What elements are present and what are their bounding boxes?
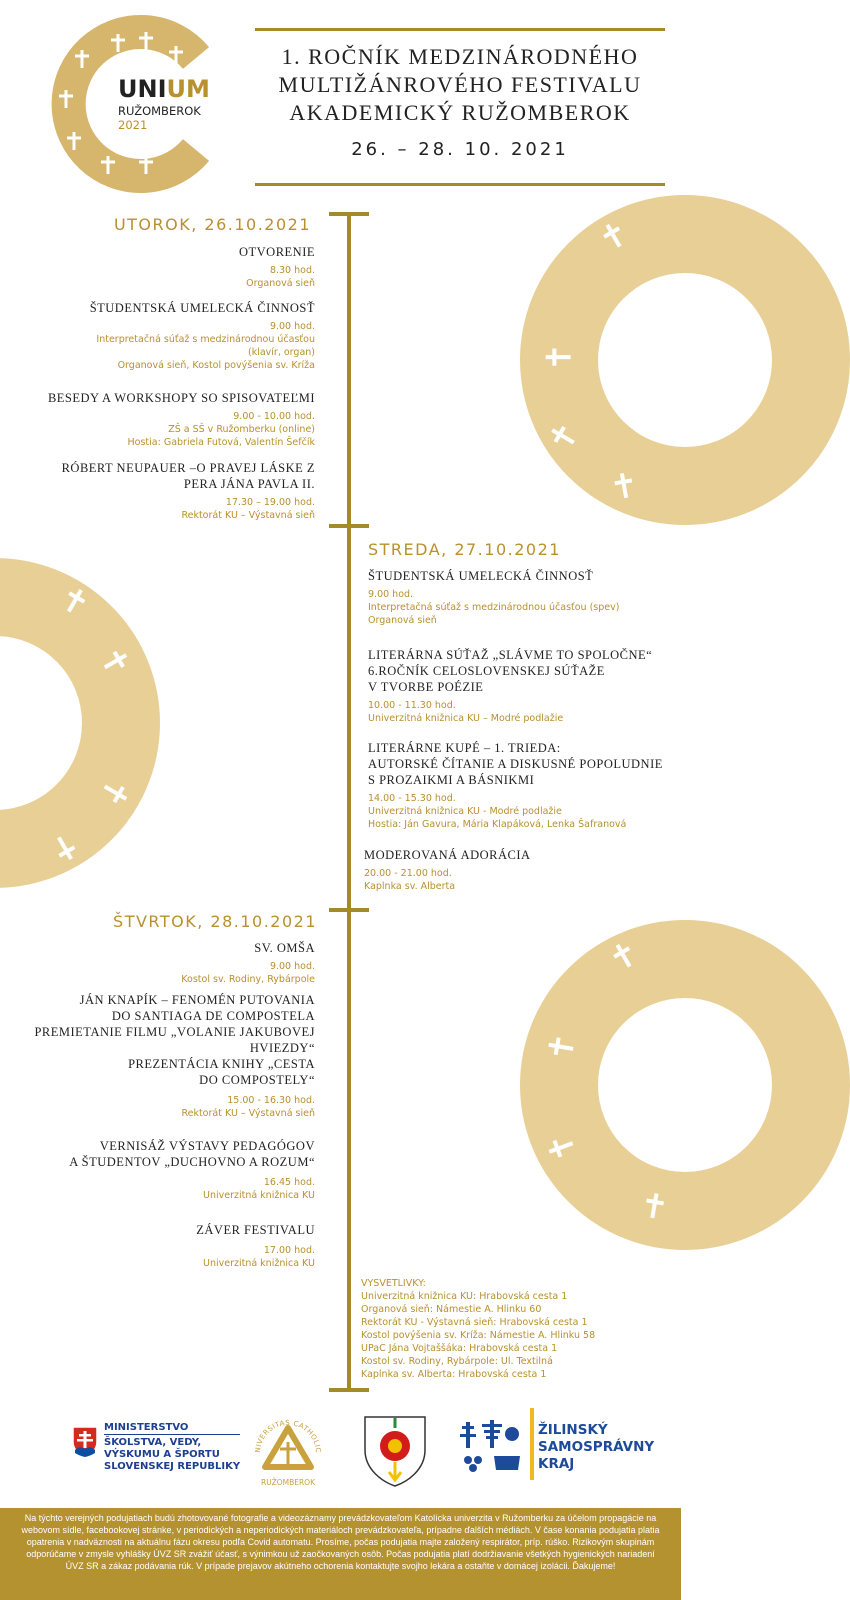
- event-tuesday-1: [15, 244, 315, 290]
- event-title: OTVORENIE: [238, 245, 315, 259]
- event-time: 14.00 - 15.30 hod.: [368, 793, 456, 804]
- event-wednesday-2: [368, 647, 668, 725]
- event-guests: Hostia: Ján Gavura, Mária Klapáková, Lenka Šafranová: [368, 819, 627, 830]
- event-title: BESEDY A WORKSHOPY SO SPISOVATEĽMI: [47, 391, 315, 405]
- event-guests: Hostia: Gabriela Futová, Valentín Šefčík: [127, 437, 315, 448]
- region-line: SAMOSPRÁVNY: [538, 1439, 655, 1455]
- timeline-tick: [329, 1388, 369, 1392]
- event-place: Organová sieň: [368, 615, 437, 626]
- event-wednesday-4: [364, 847, 664, 893]
- event-title-line: JÁN KNAPÍK – FENOMÉN PUTOVANIA: [79, 993, 315, 1007]
- event-tuesday-4: [0, 460, 315, 522]
- event-title-line: AUTORSKÉ ČÍTANIE A DISKUSNÉ POPOLUDNIE: [368, 757, 663, 771]
- event-place: ZŠ a SŠ v Ružomberku (online): [168, 424, 315, 435]
- event-place: Organová sieň, Kostol povýšenia sv. Kríža: [117, 360, 315, 371]
- legend-item: Kostol sv. Rodiny, Rybárpole: Ul. Textilná: [361, 1356, 553, 1367]
- event-title-line: S PROZAIKMI A BÁSNIKMI: [368, 773, 535, 787]
- event-title-line: PREMIETANIE FILMU „VOLANIE JAKUBOVEJ: [34, 1025, 315, 1039]
- cross-icon: ✝: [539, 414, 589, 460]
- event-tuesday-3: [0, 390, 315, 449]
- cross-icon: ✝: [606, 464, 642, 510]
- event-thursday-1: [15, 940, 315, 986]
- university-logo: [247, 1412, 329, 1494]
- day-heading-thursday: ŠTVRTOK, 28.10.2021: [113, 912, 317, 931]
- event-title-line: 6.ROČNÍK CELOSLOVENSKEJ SÚŤAŽE: [368, 664, 605, 678]
- region-logo: [460, 1408, 655, 1488]
- event-title: [0, 460, 315, 492]
- legend-item: Rektorát KU - Výstavná sieň: Hrabovská cesta 1: [361, 1317, 588, 1328]
- university-city: RUŽOMBEROK: [261, 1478, 315, 1487]
- cross-icon: ✝: [41, 822, 87, 872]
- legend-item: Univerzitná knižnica KU: Hrabovská cesta 1: [361, 1291, 568, 1302]
- event-time: 17.30 – 19.00 hod.: [225, 497, 315, 508]
- header-title-line: AKADEMICKÝ RUŽOMBEROK: [289, 100, 631, 125]
- event-title-line: A ŠTUDENTOV „DUCHOVNO A ROZUM“: [69, 1155, 315, 1169]
- event-detail: (klavír, organ): [247, 347, 315, 358]
- cross-icon: ✝: [591, 212, 637, 262]
- timeline-tick: [329, 908, 369, 912]
- cross-icon: ✝: [89, 639, 139, 685]
- university-arc-text: NIVERSITAS CATHOLIC: [253, 1418, 323, 1454]
- event-wednesday-3: [368, 740, 668, 831]
- event-time: 9.00 hod.: [368, 589, 414, 600]
- region-line: ŽILINSKÝ: [538, 1422, 608, 1438]
- event-title: ZÁVER FESTIVALU: [196, 1223, 315, 1237]
- event-time: 17.00 hod.: [263, 1245, 315, 1256]
- legend-title: VYSVETLIVKY:: [361, 1278, 426, 1289]
- ministry-line: SLOVENSKEJ REPUBLIKY: [104, 1461, 241, 1472]
- cross-icon: ✝: [601, 932, 647, 982]
- event-title-line: PERA JÁNA PAVLA II.: [183, 477, 315, 491]
- header-title-line: 1. ROČNÍK MEDZINÁRODNÉHO: [281, 44, 639, 69]
- legend-item: Organová sieň: Námestie A. Hlinku 60: [361, 1304, 542, 1315]
- event-thursday-4: [15, 1222, 315, 1270]
- event-place: Rektorát KU – Výstavná sieň: [181, 510, 315, 521]
- event-title-line: RÓBERT NEUPAUER –O PRAVEJ LÁSKE Z: [61, 461, 315, 475]
- day-heading-tuesday: UTOROK, 26.10.2021: [113, 215, 311, 234]
- event-time: 16.45 hod.: [263, 1177, 315, 1188]
- event-thursday-3: [0, 1138, 315, 1202]
- event-time: 8.30 hod.: [269, 265, 315, 276]
- legend: [361, 1277, 595, 1381]
- footer-notice: [0, 1508, 681, 1600]
- event-time: 9.00 - 10.00 hod.: [233, 411, 315, 422]
- event-title: [368, 647, 668, 695]
- event-tuesday-2: [15, 300, 315, 372]
- event-title: [368, 740, 668, 788]
- cross-icon: ✝: [540, 1029, 585, 1065]
- event-time: 20.00 - 21.00 hod.: [364, 868, 452, 879]
- event-place: Univerzitná knižnica KU: [202, 1190, 315, 1201]
- cross-icon: ✝: [89, 769, 139, 815]
- event-title: [0, 992, 315, 1088]
- event-place: Univerzitná knižnica KU – Modré podlažie: [368, 713, 564, 724]
- cross-icon: ✝: [539, 342, 580, 372]
- header-dates: 26. – 28. 10. 2021: [351, 139, 569, 160]
- event-title: SV. OMŠA: [254, 941, 315, 955]
- event-title-line: V TVORBE POÉZIE: [368, 680, 484, 694]
- event-time: 10.00 - 11.30 hod.: [368, 700, 456, 711]
- cross-icon: ✝: [538, 1126, 586, 1168]
- festival-header: [255, 28, 665, 186]
- timeline-tick: [329, 524, 369, 528]
- event-place: Organová sieň: [246, 278, 315, 289]
- logo-year: 2021: [118, 118, 148, 132]
- event-title-line: DO SANTIAGA DE COMPOSTELA: [111, 1009, 315, 1023]
- ministry-line: VÝSKUMU A ŠPORTU: [104, 1449, 220, 1460]
- ministry-line: MINISTERSTVO: [104, 1422, 240, 1435]
- event-place: Rektorát KU – Výstavná sieň: [181, 1108, 315, 1119]
- legend-item: UPaC Jána Vojtaššáka: Hrabovská cesta 1: [361, 1343, 558, 1354]
- logo-city: RUŽOMBEROK: [118, 104, 201, 118]
- ministry-logo: [72, 1422, 242, 1482]
- region-line: KRAJ: [538, 1456, 575, 1472]
- event-title: [0, 1138, 315, 1170]
- footer-text: Na týchto verejných podujatiach budú zhotovované fotografie a videozáznamy prevádzkovateľom Katolícka univerzita v Ružomberku za účelom propagácie na webovom sídle, facebookovej stránke, v periodických a neperiodických materiáloch prevádzkovateľa, prípadne ďalších médiách. V čase konania podujatia platia opatrenia v nadväznosti na aktuálnu fázu okresu podľa Covid automatu. Prosíme, počas podujatia majte založený respirátor, príp. rúško. Rizikovým skupinám odporúčame v zmysle vyhlášky ÚVZ SR zvážiť účasť, s výnimkou už zaočkovaných osôb. Počas podujatia platí dodržiavanie všetkých hygienických nariadení ÚVZ SR a zákaz podávania rúk. V prípade prejavov akútneho ochorenia kontaktujte svojho lekára a ostaňte v domácej izolácii. Ďakujeme!: [21, 1513, 660, 1571]
- legend-item: Kaplnka sv. Alberta: Hrabovská cesta 1: [361, 1369, 547, 1380]
- event-title-line: VERNISÁŽ VÝSTAVY PEDAGÓGOV: [99, 1139, 315, 1153]
- cross-icon: ✝: [51, 577, 97, 627]
- event-title-line: LITERÁRNA SÚŤAŽ „SLÁVME TO SPOLOČNE“: [368, 648, 653, 662]
- event-thursday-2: [0, 992, 315, 1120]
- logo-brand-b: UM: [166, 75, 210, 103]
- event-place: Kaplnka sv. Alberta: [364, 881, 456, 892]
- event-title-line: PREZENTÁCIA KNIHY „CESTA: [128, 1057, 315, 1071]
- cross-icon: ✝: [641, 294, 691, 340]
- event-place: Univerzitná knižnica KU: [202, 1258, 315, 1269]
- day-heading-wednesday: STREDA, 27.10.2021: [368, 540, 561, 559]
- event-title-line: HVIEZDY“: [249, 1041, 315, 1055]
- timeline-tick: [329, 212, 369, 216]
- event-time: 9.00 hod.: [269, 321, 315, 332]
- timeline-line: [347, 212, 351, 1392]
- logo-brand-a: UNI: [118, 75, 167, 103]
- slovak-coat-of-arms-icon: [72, 1426, 98, 1458]
- legend-item: Kostol povýšenia sv. Kríža: Námestie A. Hlinku 58: [361, 1330, 596, 1341]
- event-place: Kostol sv. Rodiny, Rybárpole: [181, 974, 315, 985]
- event-title: ŠTUDENTSKÁ UMELECKÁ ČINNOSŤ: [368, 569, 594, 583]
- festival-logo: [46, 28, 221, 180]
- event-time: 9.00 hod.: [269, 961, 315, 972]
- decor-ring-bottom-right: [520, 920, 850, 1250]
- city-coat-of-arms-icon: [362, 1414, 428, 1488]
- event-title-line: LITERÁRNE KUPÉ – 1. TRIEDA:: [368, 741, 561, 755]
- event-time: 15.00 - 16.30 hod.: [227, 1095, 315, 1106]
- event-title: MODEROVANÁ ADORÁCIA: [364, 848, 531, 862]
- event-detail: Interpretačná súťaž s medzinárodnou účasťou: [96, 334, 315, 345]
- event-title: ŠTUDENTSKÁ UMELECKÁ ČINNOSŤ: [89, 301, 315, 315]
- ministry-line: ŠKOLSTVA, VEDY,: [104, 1437, 202, 1448]
- event-place: Univerzitná knižnica KU - Modré podlažie: [368, 806, 562, 817]
- event-wednesday-1: [368, 568, 668, 627]
- cross-icon: ✝: [636, 1184, 672, 1230]
- event-detail: Interpretačná súťaž s medzinárodnou účasťou (spev): [368, 602, 620, 613]
- event-title-line: DO COMPOSTELY“: [199, 1073, 315, 1087]
- header-title-line: MULTIŽÁNROVÉHO FESTIVALU: [278, 72, 642, 97]
